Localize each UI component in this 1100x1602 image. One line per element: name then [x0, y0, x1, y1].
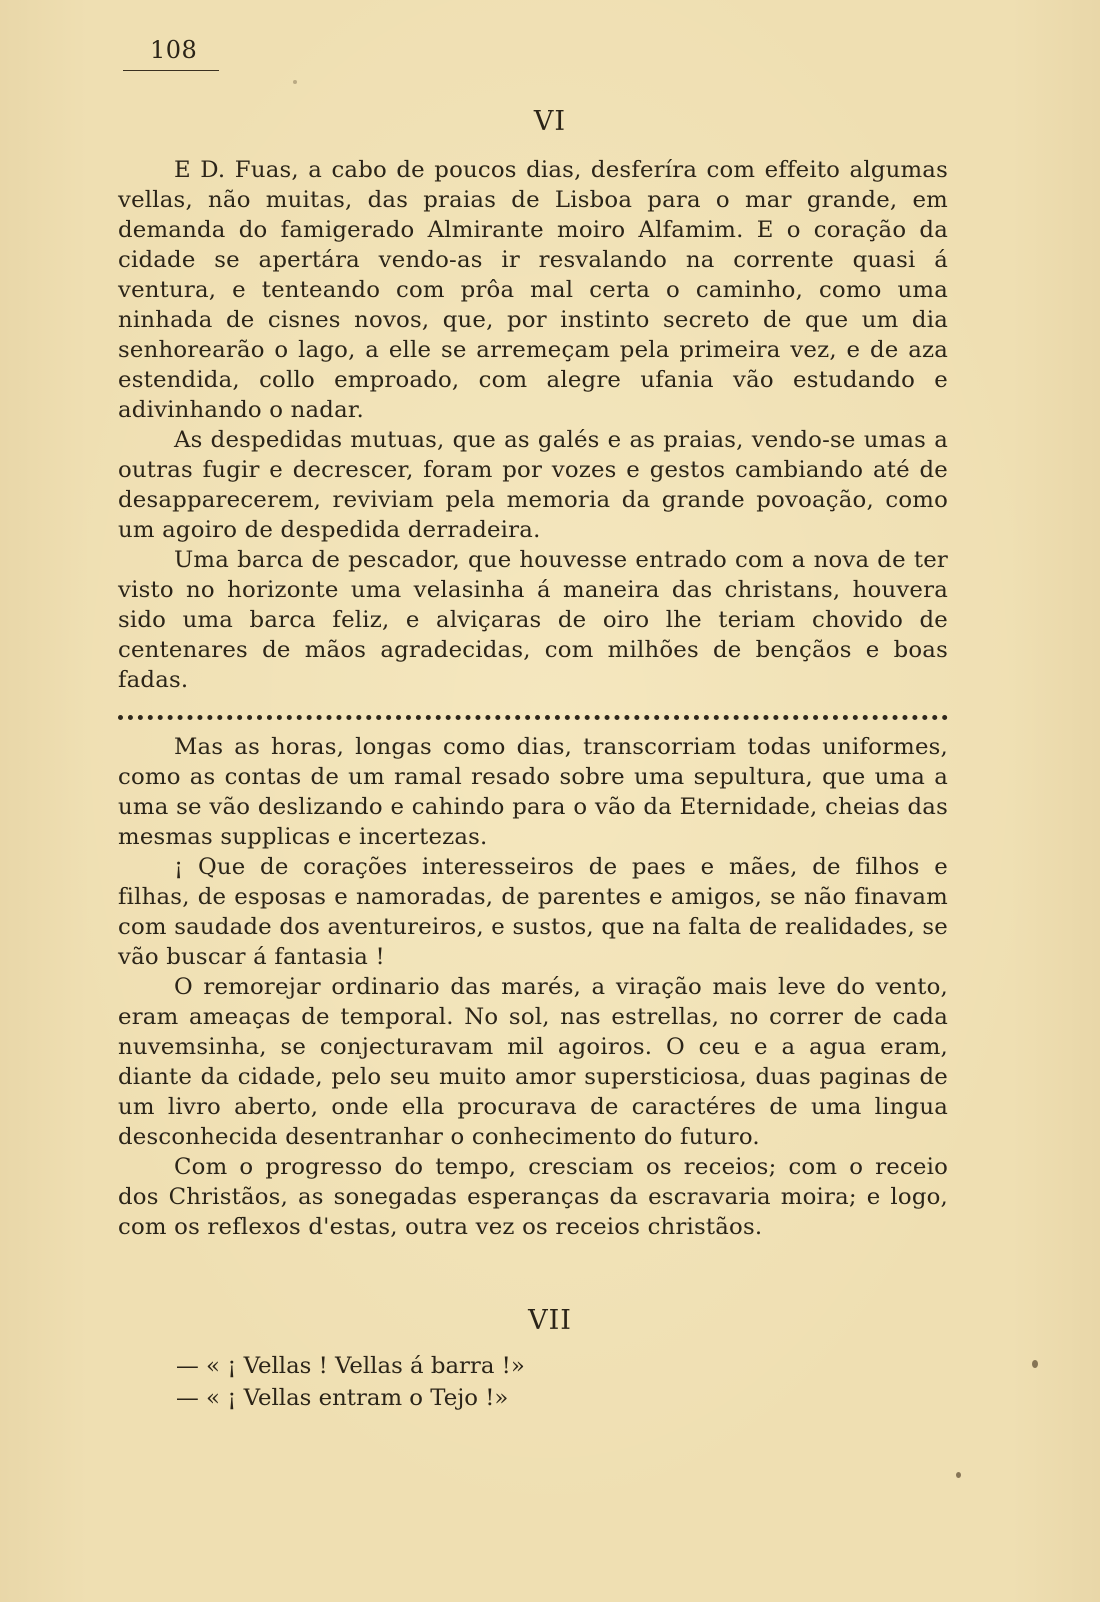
dialogue-line: — « ¡ Vellas ! Vellas á barra !» — [176, 1353, 525, 1379]
paragraph: O remorejar ordinario das marés, a viração mais leve do vento, eram ameaças de temporal. No sol, nas estrellas, no correr de cada nuvemsinha, se conjecturavam mil agoiros. O ceu e a agua eram, diante da cidade, pelo seu muito amor supersticiosa, duas paginas de um livro aberto, onde ella procurava de caractéres de uma lingua desconhecida desentranhar o conhecimento do futuro. — [118, 974, 948, 1150]
chapter-heading-vi: VI — [533, 106, 567, 137]
paragraph: As despedidas mutuas, que as galés e as praias, vendo-se umas a outras fugir e decrescer, foram por vozes e gestos cambiando até de desapparecerem, reviviam pela memoria da grande povoação, como um agoiro de despedida derradeira. — [118, 427, 948, 543]
paragraph: Mas as horas, longas como dias, transcorriam todas uniformes, como as contas de um ramal resado sobre uma sepultura, que uma a uma se vão deslizando e cahindo para o vão da Eternidade, cheias das mesmas supplicas e incertezas. — [118, 734, 948, 850]
paragraph: Uma barca de pescador, que houvesse entrado com a nova de ter visto no horizonte uma velasinha á maneira das christans, houvera sido uma barca feliz, e alviçaras de oiro lhe teriam chovido de centenares de mãos agradecidas, com milhões de bençãos e boas fadas. — [118, 547, 948, 693]
dialogue-line: — « ¡ Vellas entram o Tejo !» — [176, 1385, 509, 1411]
page-number: 108 — [150, 36, 198, 64]
paper-speck — [956, 1472, 961, 1478]
dotted-separator — [118, 715, 948, 725]
chapter-vi-text-lower — [118, 732, 948, 1242]
chapter-vi-text-upper — [118, 155, 948, 695]
paper-speck — [293, 80, 297, 84]
paragraph: ¡ Que de corações interesseiros de paes e mães, de filhos e filhas, de esposas e namoradas, de parentes e amigos, se não finavam com saudade dos aventureiros, e sustos, que na falta de realidades, se vão buscar á fantasia ! — [118, 854, 948, 970]
chapter-vii-dialogue — [176, 1350, 876, 1414]
page-number-rule — [123, 70, 219, 71]
paragraph: E D. Fuas, a cabo de poucos dias, desferíra com effeito algumas vellas, não muitas, das praias de Lisboa para o mar grande, em demanda do famigerado Almirante moiro Alfamim. E o coração da cidade se apertára vendo-as ir resvalando na corrente quasi á ventura, e tenteando com prôa mal certa o caminho, como uma ninhada de cisnes novos, que, por instinto secreto de que um dia senhorearão o lago, a elle se arremeçam pela primeira vez, e de aza estendida, collo emproado, com alegre ufania vão estudando e adivinhando o nadar. — [118, 157, 948, 423]
chapter-heading-vii: VII — [528, 1305, 572, 1336]
paper-speck — [1032, 1360, 1038, 1368]
paragraph: Com o progresso do tempo, cresciam os receios; com o receio dos Christãos, as sonegadas esperanças da escravaria moira; e logo, com os reflexos d'estas, outra vez os receios christãos. — [118, 1154, 948, 1240]
